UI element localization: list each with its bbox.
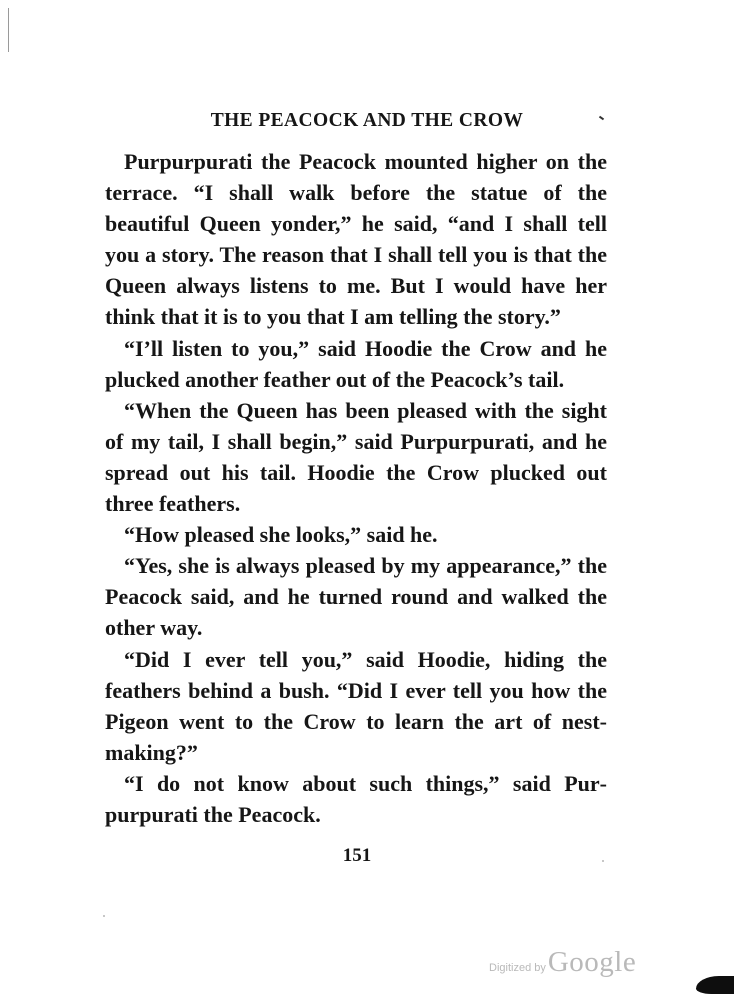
- paragraph: Purpurpurati the Peacock mounted higher on the terrace. “I shall walk before the statue of the beautiful Queen yonder,” he said, “and I shall tell you a story. The reason that I shall tell you is that the Queen always listens to me. But I would have her think that it is to you that I am telling the story.”: [105, 149, 607, 330]
- print-speck: [602, 860, 604, 862]
- running-head: THE PEACOCK AND THE CROW: [210, 110, 524, 131]
- paragraph: “How pleased she looks,” said he.: [124, 522, 438, 548]
- paragraph: “I’ll listen to you,” said Hoodie the Crow and he plucked another feather out of the Peacock’s tail.: [105, 335, 607, 392]
- paragraph: “I do not know about such things,” said Purpurpurati the Peacock.: [105, 770, 607, 827]
- print-speck: [103, 915, 105, 917]
- body-text: [105, 146, 607, 830]
- watermark-prefix: Digitized by: [489, 962, 546, 974]
- digitization-watermark: [489, 946, 636, 979]
- ink-blot: [696, 976, 734, 994]
- paragraph: “Yes, she is always pleased by my appearance,” the Peacock said, and he turned round and walked the other way.: [105, 553, 607, 641]
- google-logo-icon: Google: [547, 946, 637, 978]
- paragraph: “When the Queen has been pleased with the sight of my tail, I shall begin,” said Purpurpurati, and he spread out his tail. Hoodie the Crow plucked out three feathers.: [105, 397, 607, 517]
- page-number: 151: [342, 845, 372, 866]
- gutter-line: [8, 8, 9, 52]
- paragraph: “Did I ever tell you,” said Hoodie, hiding the feathers behind a bush. “Did I ever tell you how the Pigeon went to the Crow to learn the art of nest-making?”: [105, 646, 607, 765]
